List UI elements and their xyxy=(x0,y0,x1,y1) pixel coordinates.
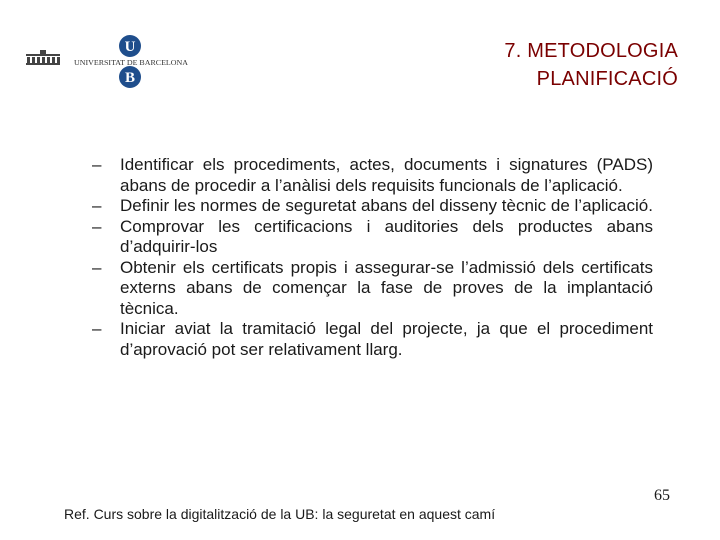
footer-reference: Ref. Curs sobre la digitalització de la UB: la seguretat en aquest camí xyxy=(64,506,496,522)
logo-wordmark: UNIVERSITAT DE BARCELONA xyxy=(74,58,189,67)
bullet-item xyxy=(92,196,653,217)
dash-marker: – xyxy=(92,155,102,174)
dash-marker: – xyxy=(92,319,102,338)
building-icon xyxy=(26,50,60,65)
slide-title-line-1: 7. METODOLOGIA xyxy=(504,40,678,62)
bullet-item xyxy=(92,155,653,196)
bullet-item xyxy=(92,319,653,360)
dash-marker: – xyxy=(92,257,102,277)
university-logo-graphic xyxy=(26,34,196,90)
dash-marker: – xyxy=(92,216,102,236)
dash-marker: – xyxy=(92,196,102,215)
logo-letter-b: B xyxy=(124,70,136,86)
bullet-text: Iniciar aviat la tramitació legal del projecte, ja que el procediment d’aprovació pot ser relativament llarg. xyxy=(120,319,653,359)
page-number: 65 xyxy=(654,487,670,504)
slide-title-line-2: PLANIFICACIÓ xyxy=(536,68,678,90)
logo-letter-u: U xyxy=(124,39,136,55)
university-logo xyxy=(26,34,196,90)
bullet-text: Obtenir els certificats propis i assegurar-se l’admissió dels certificats externs abans de començar la fase de proves de la implantació tècnica. xyxy=(120,257,653,318)
bullet-item xyxy=(92,258,653,320)
bullet-list xyxy=(92,155,653,360)
bullet-text: Identificar els procediments, actes, documents i signatures (PADS) abans de procedir a l’anàlisi dels requisits funcionals de l’aplicació. xyxy=(120,155,653,195)
bullet-text: Comprovar les certificacions i auditories dels productes abans d’adquirir-los xyxy=(120,216,653,256)
bullet-text: Definir les normes de seguretat abans del disseny tècnic de l’aplicació. xyxy=(120,196,653,215)
bullet-item xyxy=(92,217,653,258)
slide-title xyxy=(504,37,678,93)
